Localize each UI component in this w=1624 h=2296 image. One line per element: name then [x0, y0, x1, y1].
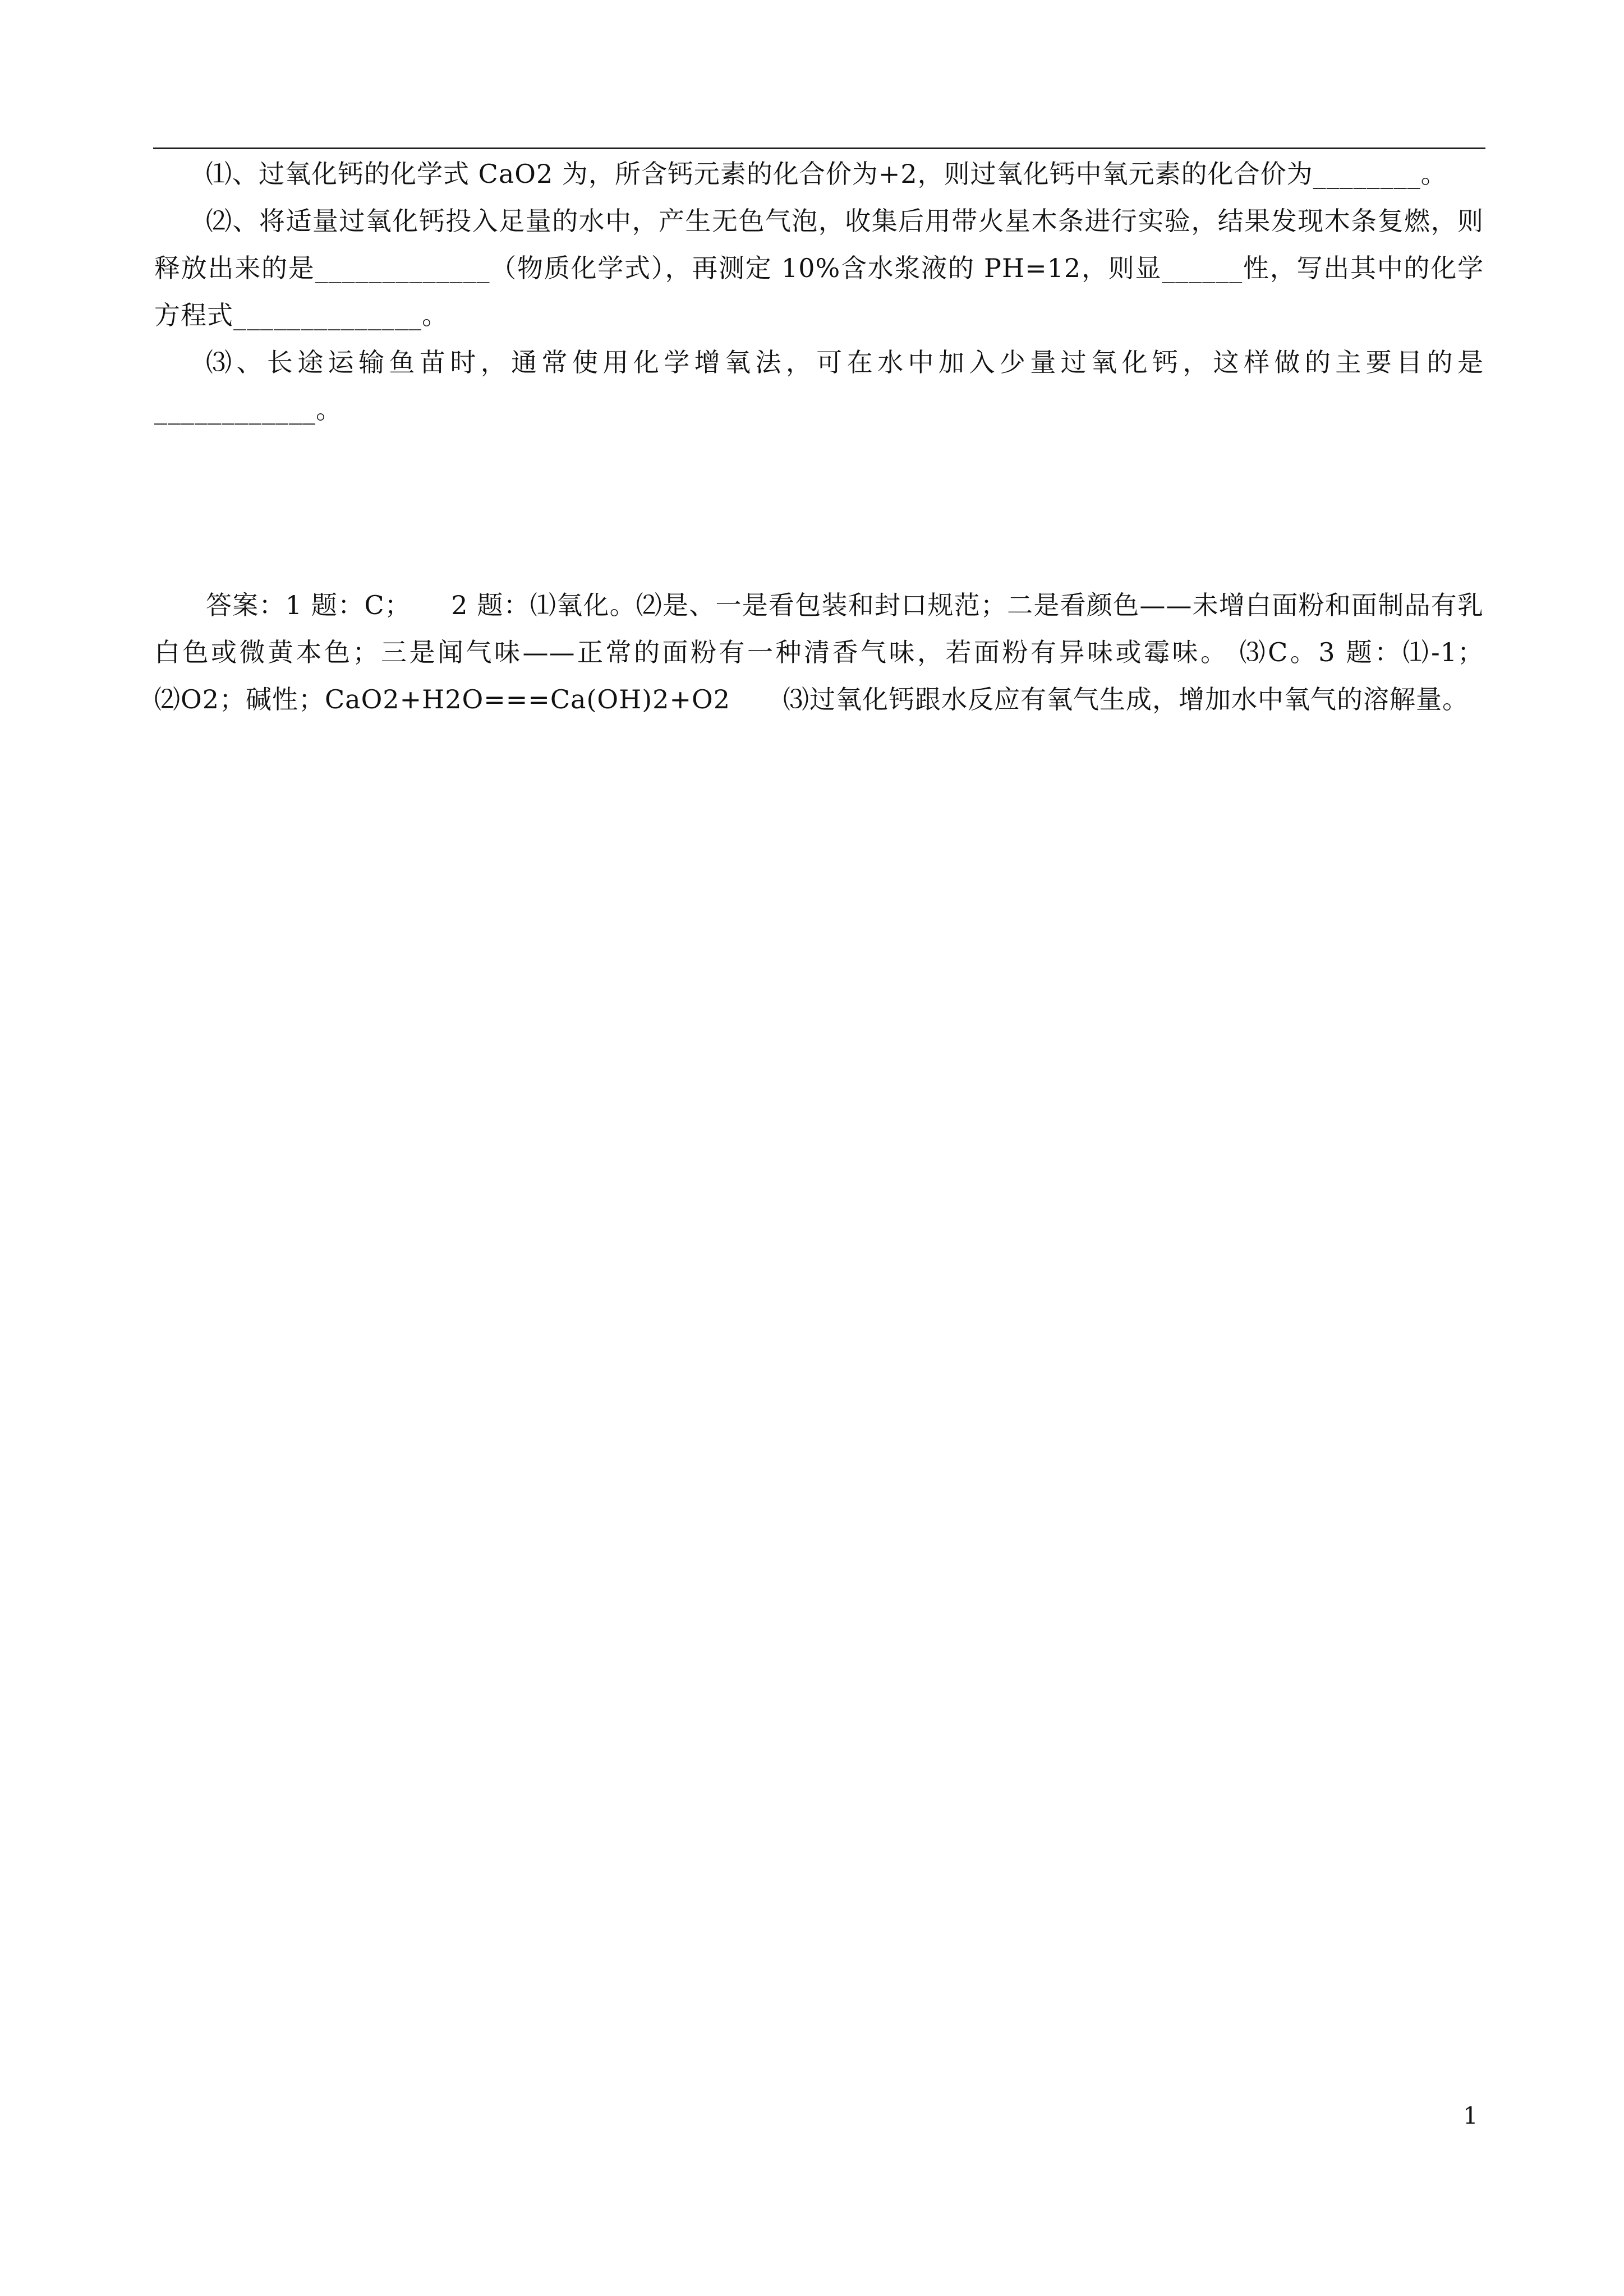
page-number: 1	[1463, 2102, 1478, 2129]
answer-key: 答案：1 题：C； 2 题：⑴氧化。⑵是、一是看包装和封口规范；二是看颜色——未增白面粉和面制品有乳白色或微黄本色；三是闻气味——正常的面粉有一种清香气味，若面粉有异味或霉味。 ⑶C。3 题：⑴-1；⑵O2；碱性；CaO2+H2O===Ca(OH)2+O2 ⑶过氧化钙跟水反应有氧气生成，增加水中氧气的溶解量。	[154, 590, 1484, 714]
document-body	[154, 150, 1484, 723]
question-3-part-3: ⑶、长途运输鱼苗时，通常使用化学增氧法，可在水中加入少量过氧化钙，这样做的主要目的是____________。	[154, 347, 1484, 425]
header-rule	[153, 147, 1485, 149]
question-3-part-1: ⑴、过氧化钙的化学式 CaO2 为，所含钙元素的化合价为+2，则过氧化钙中氧元素的化合价为________。	[206, 159, 1447, 189]
question-3-part-2: ⑵、将适量过氧化钙投入足量的水中，产生无色气泡，收集后用带火星木条进行实验，结果发现木条复燃，则释放出来的是_____________（物质化学式），再测定 10%含水浆液的 PH=12，则显______性，写出其中的化学方程式______________。	[154, 206, 1484, 330]
